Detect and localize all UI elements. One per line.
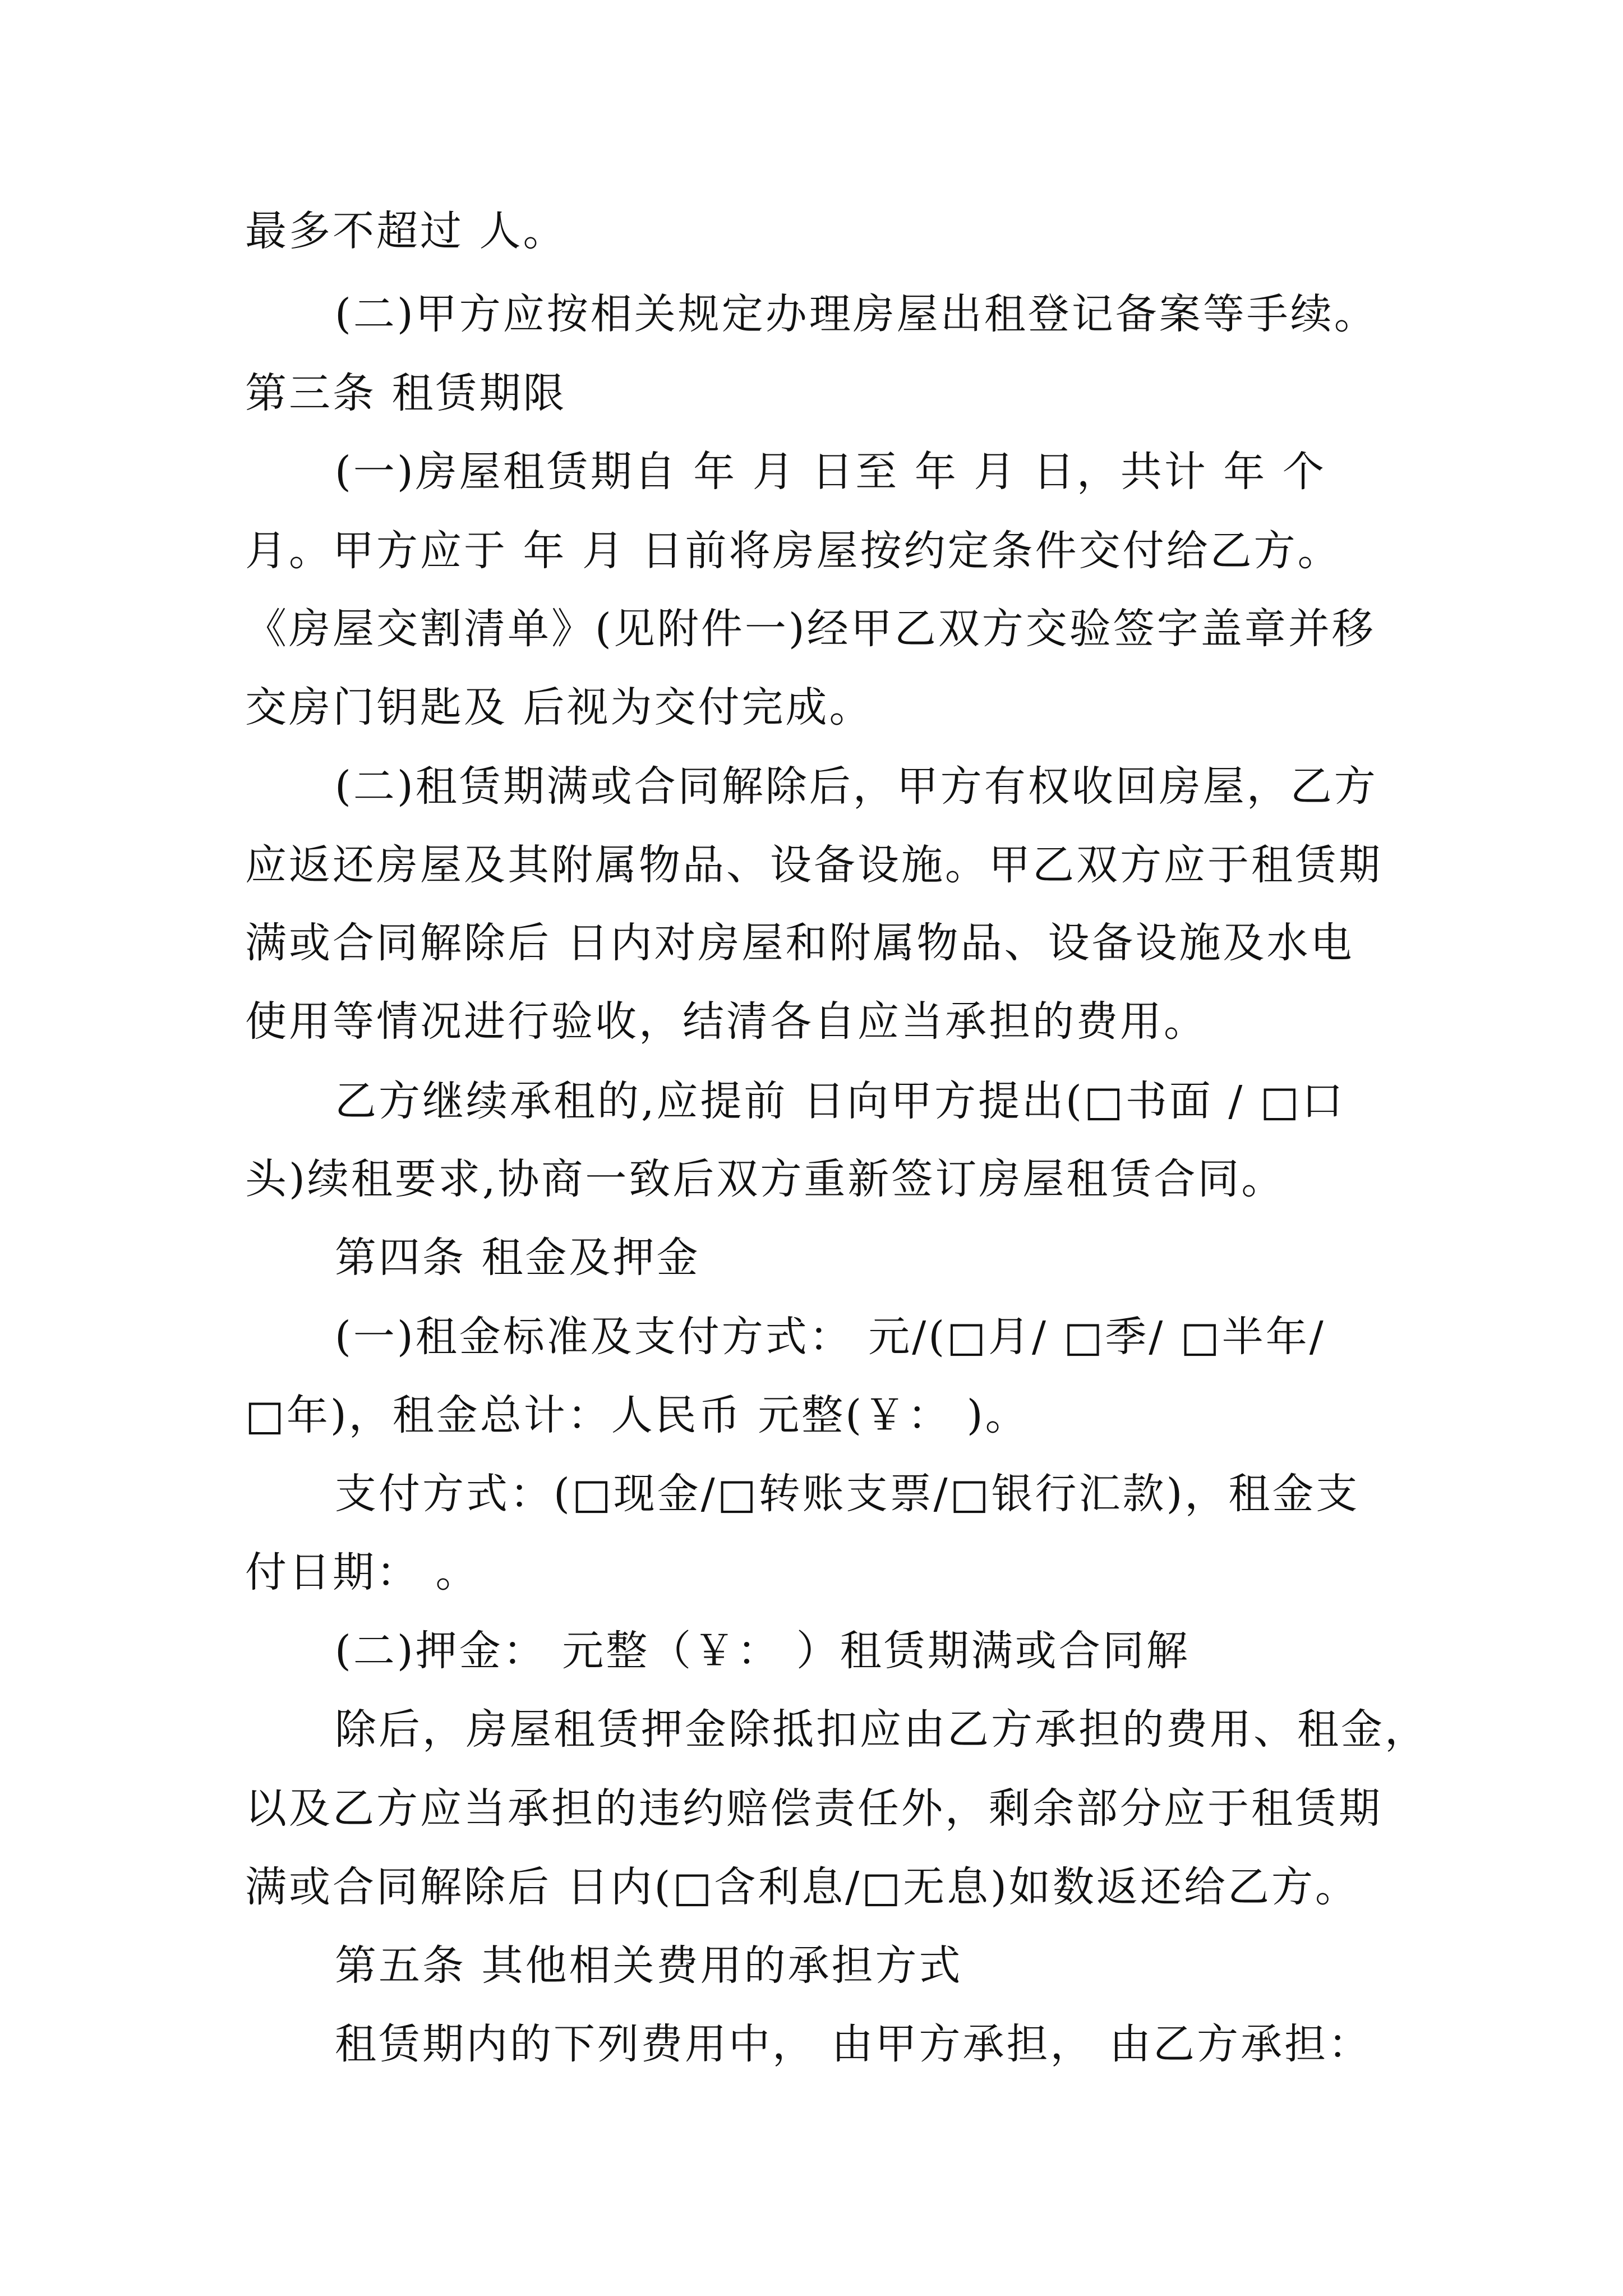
text-line-24: 租赁期内的下列费用中， 由甲方承担， 由乙方承担：	[335, 2020, 1372, 2068]
text-line-10: 满或合同解除后 日内对房屋和附属物品、设备设施及水电	[245, 919, 1354, 967]
article-4-heading: 第四条 租金及押金	[335, 1234, 700, 1282]
text-line-16: □年)，租金总计：人民币 元整(￥： )。	[245, 1391, 1029, 1439]
text-line-22: 满或合同解除后 日内(□含利息/□无息)如数返还给乙方。	[245, 1863, 1359, 1911]
text-line-18: 付日期： 。	[245, 1548, 479, 1596]
text-line-15: (一)租金标准及支付方式： 元/(□月/ □季/ □半年/	[335, 1313, 1326, 1361]
text-line-11: 使用等情况进行验收，结清各自应当承担的费用。	[245, 997, 1207, 1046]
text-line-5: 月。甲方应于 年 月 日前将房屋按约定条件交付给乙方。	[245, 527, 1341, 575]
text-line-21: 以及乙方应当承担的违约赔偿责任外，剩余部分应于租赁期	[245, 1784, 1382, 1833]
text-line-7: 交房门钥匙及 后视为交付完成。	[245, 683, 873, 731]
article-3-heading: 第三条 租赁期限	[245, 369, 567, 417]
text-line-1: 最多不超过 人。	[245, 207, 567, 255]
text-line-2: (二)甲方应按相关规定办理房屋出租登记备案等手续。	[335, 290, 1378, 338]
text-line-6: 《房屋交割清单》(见附件一)经甲乙双方交验签字盖章并移	[245, 605, 1376, 653]
text-line-20: 除后，房屋租赁押金除抵扣应由乙方承担的费用、租金，	[335, 1705, 1428, 1754]
text-line-8: (二)租赁期满或合同解除后，甲方有权收回房屋，乙方	[335, 762, 1378, 811]
text-line-17: 支付方式：(□现金/□转账支票/□银行汇款)，租金支	[335, 1470, 1360, 1518]
text-line-4: (一)房屋租赁期自 年 月 日至 年 月 日，共计 年 个	[335, 448, 1326, 496]
text-line-9: 应返还房屋及其附属物品、设备设施。甲乙双方应于租赁期	[245, 841, 1382, 889]
text-line-12: 乙方继续承租的,应提前 日向甲方提出(□书面 / □口	[335, 1077, 1345, 1125]
text-line-19: (二)押金： 元整（￥： ）租赁期满或合同解	[335, 1627, 1190, 1675]
article-5-heading: 第五条 其他相关费用的承担方式	[335, 1941, 963, 1990]
text-line-13: 头)续租要求,协商一致后双方重新签订房屋租赁合同。	[245, 1155, 1285, 1203]
